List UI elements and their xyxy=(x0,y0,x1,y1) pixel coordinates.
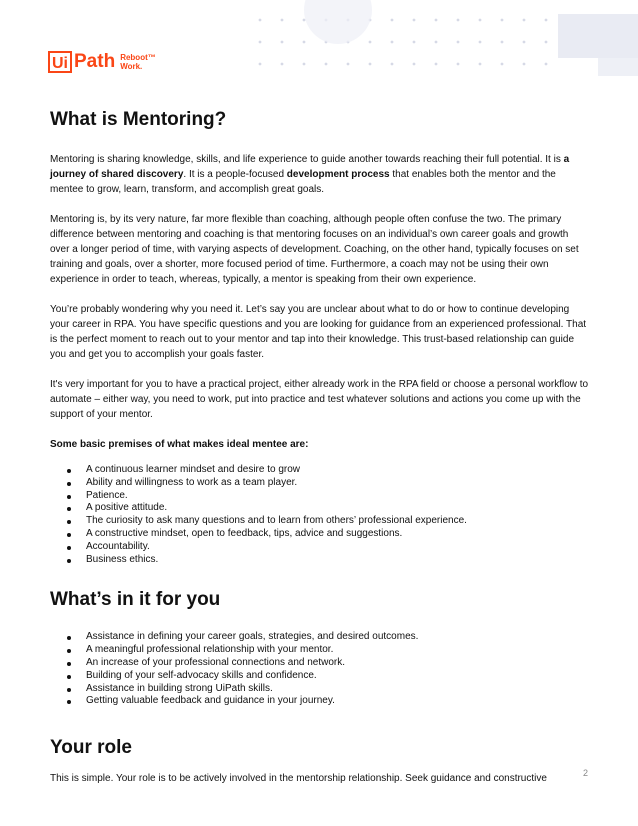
heading-what-is-mentoring: What is Mentoring? xyxy=(50,109,227,130)
list-item: A constructive mindset, open to feedback, tips, advice and suggestions. xyxy=(50,528,590,541)
logo-wordmark: Path xyxy=(74,51,116,72)
list-item: An increase of your professional connections and network. xyxy=(50,657,590,670)
decorative-bar xyxy=(558,14,638,58)
logo-tagline xyxy=(120,53,156,71)
text-run: . It is a people-focused xyxy=(183,169,285,180)
heading-your-role: Your role xyxy=(50,737,132,759)
bold-shared-discovery: a journey of shared discovery xyxy=(50,154,570,180)
list-item: A continuous learner mindset and desire to grow xyxy=(50,464,590,477)
decorative-bar-small xyxy=(598,58,638,76)
list-item: The curiosity to ask many questions and to learn from others’ professional experience. xyxy=(50,515,590,528)
list-item: Patience. xyxy=(50,490,590,503)
list-item: Accountability. xyxy=(50,541,590,554)
list-item: Building of your self-advocacy skills and confidence. xyxy=(50,670,590,683)
bold-development-process: development process xyxy=(286,169,390,180)
uipath-reboot-work-logo xyxy=(48,48,156,76)
paragraph-practical-project: It's very important for you to have a practical project, either already work in the RPA field or choose a personal workflow to automate – either way, you need to work, put into practice and test whatever solutions and actions you come up with the support of your mentor. xyxy=(50,379,589,420)
list-item: Getting valuable feedback and guidance in your journey. xyxy=(50,695,590,708)
heading-whats-in-it-for-you: What’s in it for you xyxy=(50,589,221,611)
premises-list xyxy=(50,464,590,566)
list-item: Assistance in building strong UiPath skills. xyxy=(50,683,590,696)
logo-mark: Ui xyxy=(48,51,72,73)
text-run: Mentoring is sharing knowledge, skills, and life experience to guide another towards reaching their full potential. It is xyxy=(50,154,561,165)
text-run: that enables both the mentor and the mentee to grow, learn, transform, and accomplish great goals. xyxy=(50,169,556,195)
premises-heading: Some basic premises of what makes ideal mentee are: xyxy=(50,439,309,450)
list-item: A positive attitude. xyxy=(50,502,590,515)
logo-tagline-line2: Work. xyxy=(120,62,143,71)
page-number: 2 xyxy=(583,768,589,778)
paragraph-your-role: This is simple. Your role is to be actively involved in the mentorship relationship. Seek guidance and constructive xyxy=(50,773,547,785)
list-item: Business ethics. xyxy=(50,554,590,567)
document-body xyxy=(50,108,590,801)
list-item: Assistance in defining your career goals, strategies, and desired outcomes. xyxy=(50,631,590,644)
paragraph-why-you-need-it: You’re probably wondering why you need it. Let’s say you are unclear about what to do or how to continue developing your career in RPA. You have specific questions and you are looking for guidance from an experienced professional. That is the perfect moment to reach out to your mentor and tap into their knowledge. This trust-based relationship can guide you and get you to accomplish your goals faster. xyxy=(50,304,587,360)
list-item: A meaningful professional relationship with your mentor. xyxy=(50,644,590,657)
list-item: Ability and willingness to work as a team player. xyxy=(50,477,590,490)
paragraph-definition xyxy=(50,152,590,197)
paragraph-mentoring-vs-coaching: Mentoring is, by its very nature, far more flexible than coaching, although people often confuse the two. The primary difference between mentoring and coaching is that mentoring focuses on an individual’s own career goals and growth over a longer period of time, with varying aspects of development. Coaching, on the other hand, typically focuses on set training and goals, over a shorter, more focused period of time. Furthermore, a coach may not be using their own experience in order to teach, whereas, typically, a mentor is speaking from their own experience. xyxy=(50,214,579,285)
logo-tagline-line1: Reboot™ xyxy=(120,53,156,62)
benefits-list xyxy=(50,631,590,708)
